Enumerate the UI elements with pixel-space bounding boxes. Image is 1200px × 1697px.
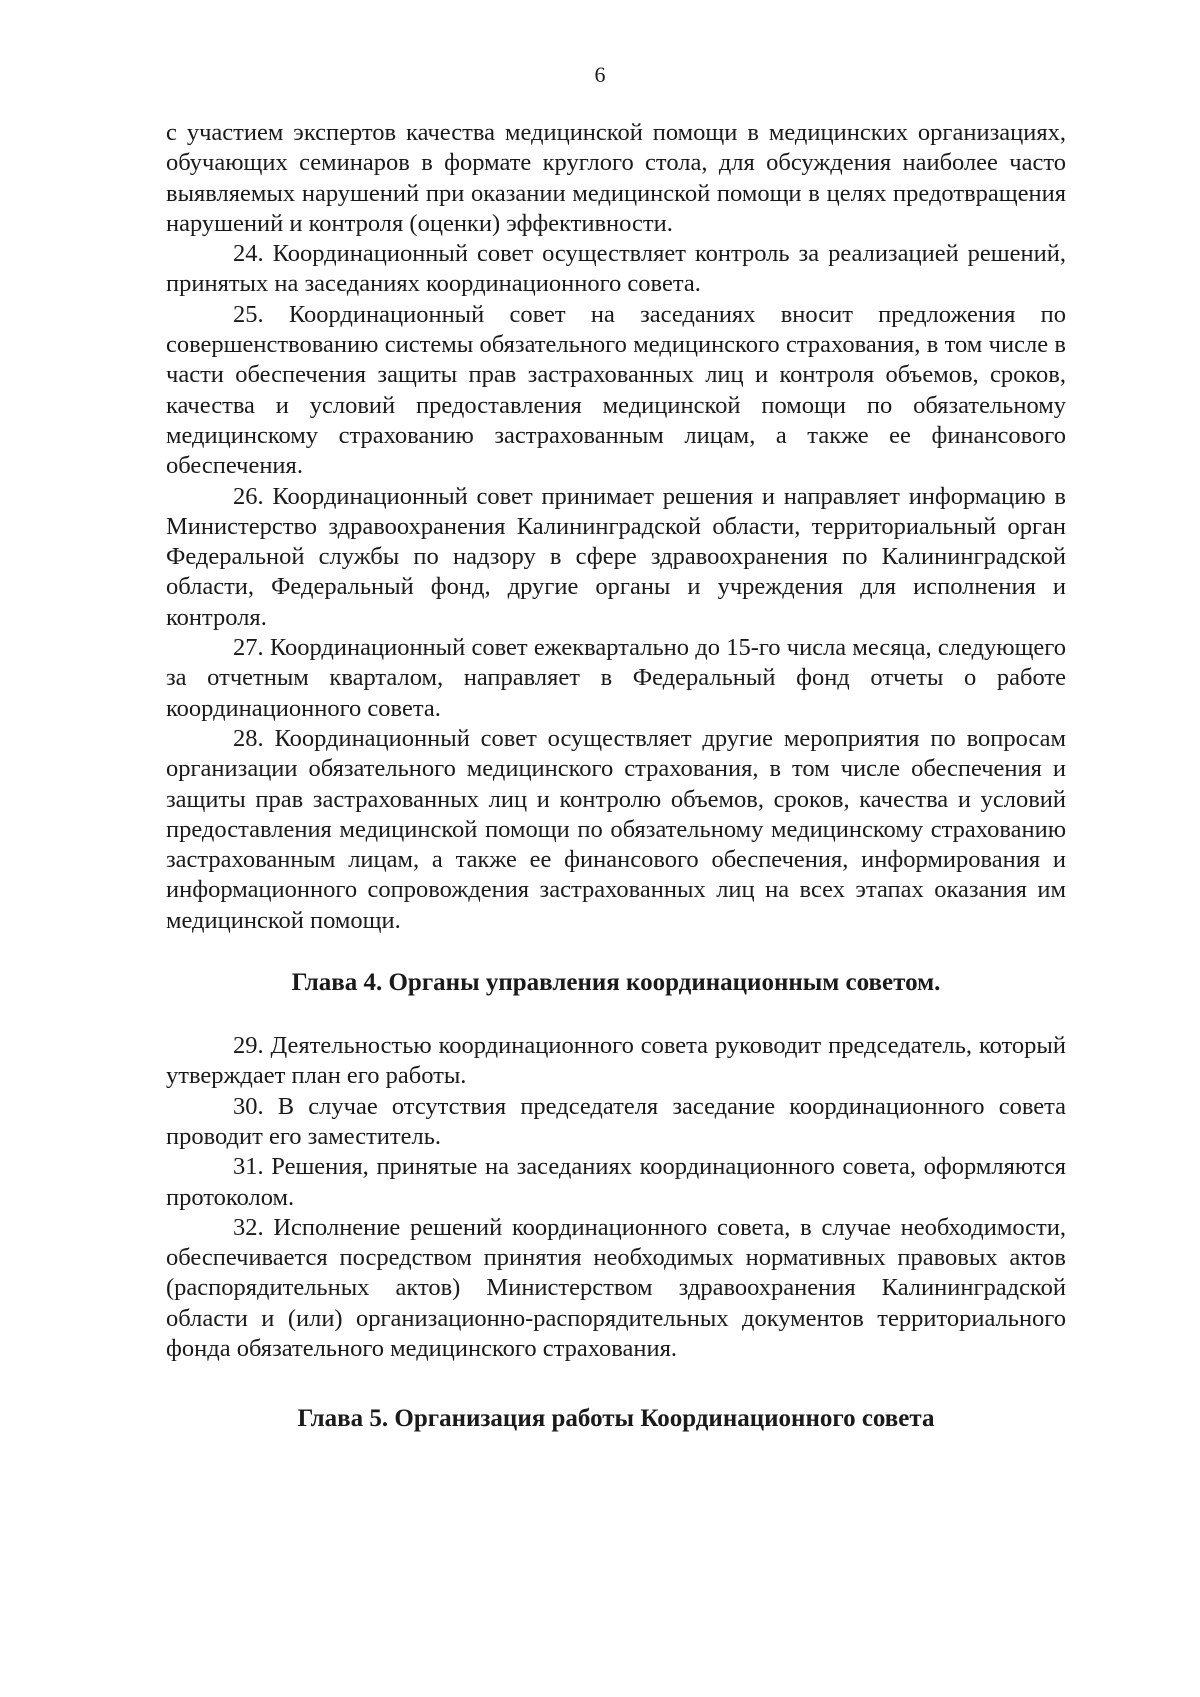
paragraph-25: 25. Координационный совет на заседаниях вносит предложения по совершенствованию системы обязательного медицинского страхования, в том числе в части обеспечения защиты прав застрахованных лиц и контроля объемов, сроков, качества и условий предоставления медицинской помощи по обязательному медицинскому страхованию застрахованным лицам, а также ее финансового обеспечения. — [166, 300, 1066, 480]
paragraph-32: 32. Исполнение решений координационного совета, в случае необходимости, обеспечивается посредством принятия необходимых нормативных правовых актов (распорядительных актов) Министерством здравоохранения Калининградской области и (или) организационно-распорядительных документов территориального фонда обязательного медицинского страхования. — [166, 1213, 1066, 1362]
paragraph-27: 27. Координационный совет ежеквартально до 15-го числа месяца, следующего за отчетным кварталом, направляет в Федеральный фонд отчеты о работе координационного совета. — [166, 634, 1066, 722]
paragraph-24: 24. Координационный совет осуществляет контроль за реализацией решений, принятых на заседаниях координационного совета. — [166, 240, 1066, 298]
paragraph-28: 28. Координационный совет осуществляет другие мероприятия по вопросам организации обязательного медицинского страхования, в том числе обеспечения и защиты прав застрахованных лиц и контролю объемов, сроков, качества и условий предоставления медицинской помощи по обязательному медицинскому страхованию застрахованным лицам, а также ее финансового обеспечения, информирования и информационного сопровождения застрахованных лиц на всех этапах оказания им медицинской помощи. — [166, 724, 1066, 934]
paragraph-30: 30. В случае отсутствия председателя заседание координационного совета проводит его заместитель. — [166, 1092, 1066, 1150]
document-body — [166, 118, 1066, 1434]
paragraph-continuation: с участием экспертов качества медицинской помощи в медицинских организациях, обучающих семинаров в формате круглого стола, для обсуждения наиболее часто выявляемых нарушений при оказании медицинской помощи в целях предотвращения нарушений и контроля (оценки) эффективности. — [166, 119, 1066, 237]
paragraph-31: 31. Решения, принятые на заседаниях координационного совета, оформляются протоколом. — [166, 1153, 1066, 1211]
page-number: 6 — [594, 62, 606, 87]
paragraph-29: 29. Деятельностью координационного совета руководит председатель, который утверждает план его работы. — [166, 1032, 1066, 1090]
chapter-5-heading: Глава 5. Организация работы Координационного совета — [297, 1405, 935, 1433]
paragraph-26: 26. Координационный совет принимает решения и направляет информацию в Министерство здравоохранения Калининградской области, территориальный орган Федеральной службы по надзору в сфере здравоохранения по Калининградской области, Федеральный фонд, другие органы и учреждения для исполнения и контроля. — [166, 482, 1066, 631]
chapter-4-heading: Глава 4. Органы управления координационным советом. — [291, 969, 941, 997]
